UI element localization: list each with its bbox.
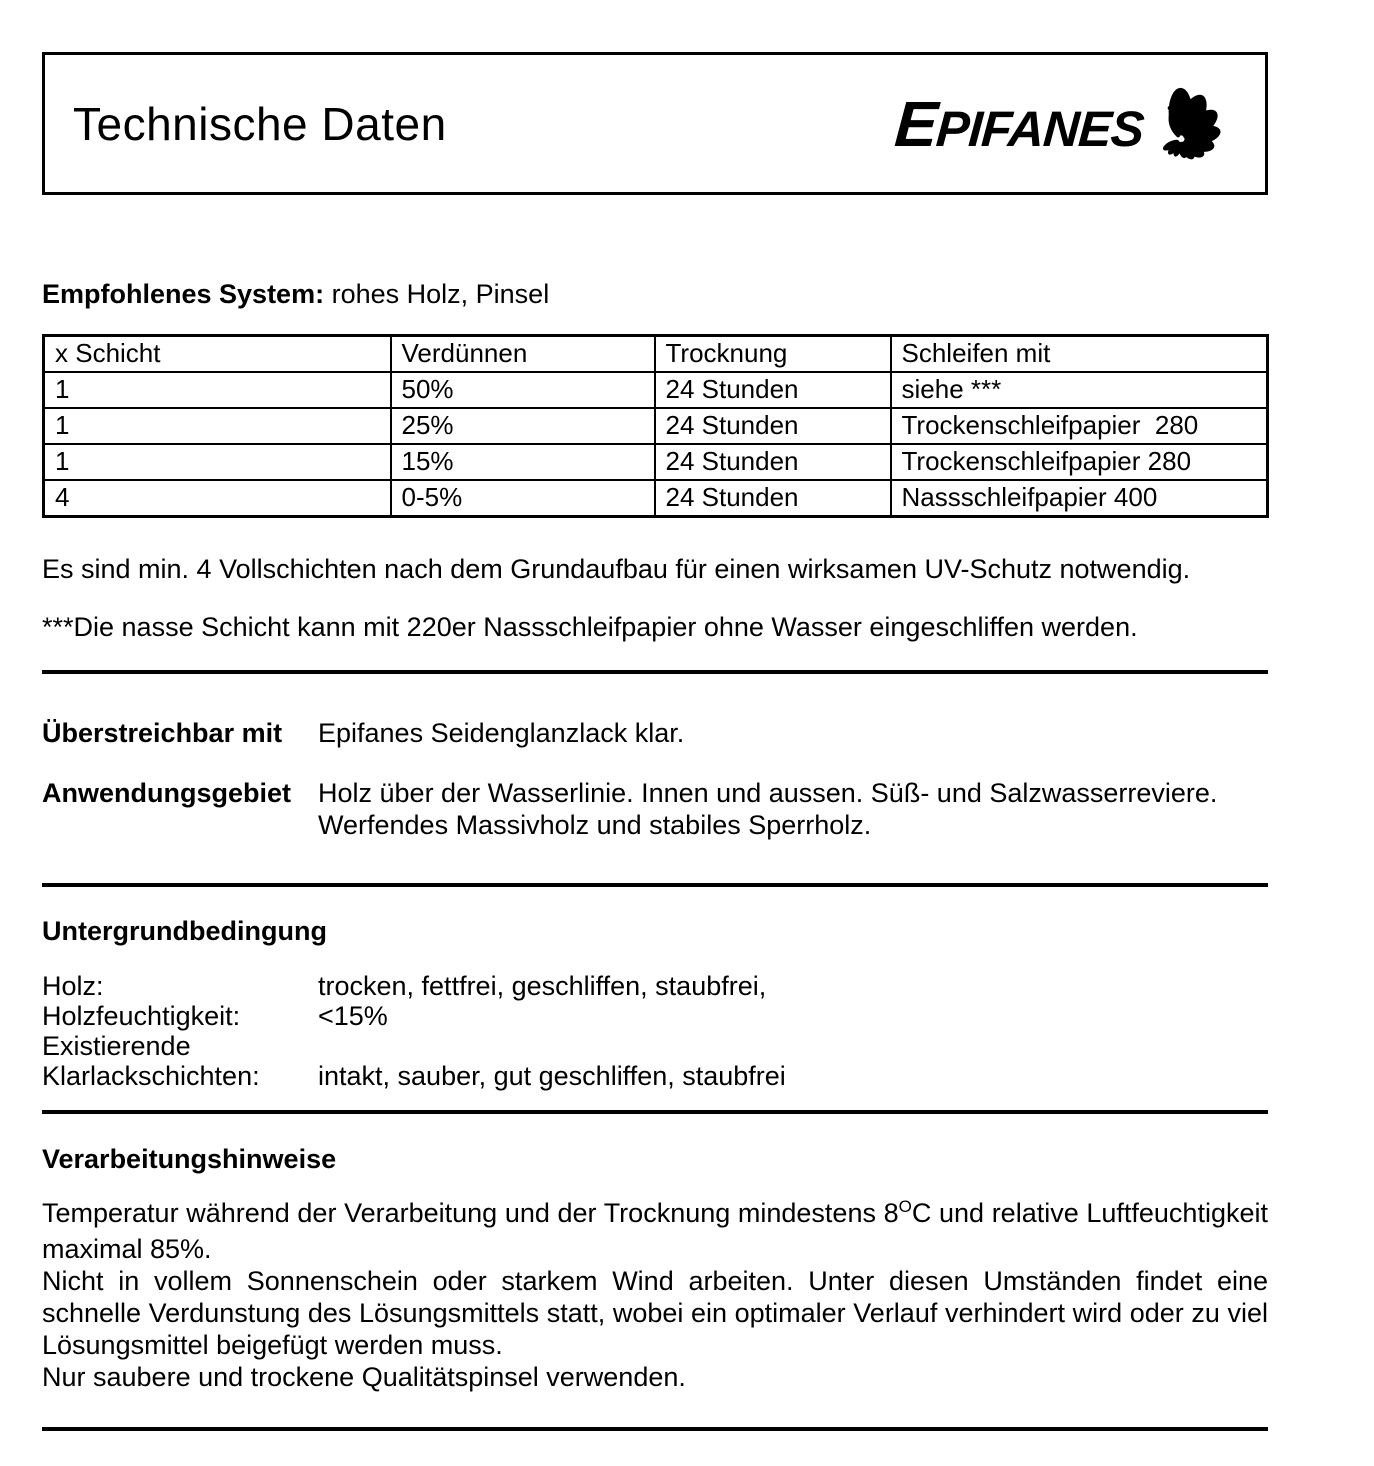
processing-instructions [42, 1197, 1268, 1393]
table-header-cell: Trocknung [655, 336, 891, 373]
table-header-row [44, 336, 1268, 373]
section-divider [42, 1110, 1268, 1114]
substrate-row [42, 971, 1268, 1001]
table-cell: Nassschleifpapier 400 [891, 480, 1268, 517]
table-cell: 1 [44, 444, 391, 480]
table-row [44, 408, 1268, 444]
brand-logo [892, 76, 1247, 171]
substrate-label: Existierende [42, 1031, 191, 1061]
table-cell: 1 [44, 408, 391, 444]
table-cell: 15% [391, 444, 655, 480]
table-cell: 25% [391, 408, 655, 444]
page-title: Technische Daten [73, 97, 447, 150]
substrate-label: Holzfeuchtigkeit: [42, 1001, 241, 1031]
table-row [44, 372, 1268, 408]
substrate-value: intakt, sauber, gut geschliffen, staubfrei [318, 1061, 786, 1091]
degree-superscript: O [898, 1197, 912, 1216]
processing-heading: Verarbeitungshinweise [42, 1144, 337, 1174]
substrate-row [42, 1031, 1268, 1061]
table-cell: Trockenschleifpapier 280 [891, 408, 1268, 444]
processing-paragraph-brushes: Nur saubere und trockene Qualitätspinsel verwenden. [42, 1362, 686, 1392]
table-header-cell: Schleifen mit [891, 336, 1268, 373]
temperature-text-before: Temperatur während der Verarbeitung und der Trocknung mindestens 8 [42, 1198, 899, 1228]
substrate-heading: Untergrundbedingung [42, 916, 327, 946]
recommended-system-label: Empfohlenes System: [42, 279, 325, 309]
application-area-value [318, 777, 1268, 841]
table-cell: 0-5% [391, 480, 655, 517]
brand-wordmark [893, 87, 1147, 161]
section-divider [42, 883, 1268, 887]
table-cell: 24 Stunden [655, 444, 891, 480]
overcoat-value: Epifanes Seidenglanzlack klar. [318, 718, 685, 748]
table-cell: Trockenschleifpapier 280 [891, 444, 1268, 480]
header-box [42, 52, 1268, 195]
recommended-system-value: rohes Holz, Pinsel [331, 279, 550, 309]
coats-table [42, 334, 1269, 518]
section-divider [42, 1427, 1268, 1431]
substrate-value [318, 1031, 1268, 1061]
table-row [44, 480, 1268, 517]
table-row [44, 444, 1268, 480]
section-divider [42, 670, 1268, 674]
brand-wordmark-rest: PIFANES [934, 100, 1146, 157]
page-content [42, 52, 1268, 1431]
table-cell: 50% [391, 372, 655, 408]
table-cell: 4 [44, 480, 391, 517]
overcoat-label: Überstreichbar mit [42, 718, 283, 748]
overcoat-row [42, 717, 1268, 749]
recommended-system-line [42, 279, 1268, 310]
table-header-cell: Verdünnen [391, 336, 655, 373]
note-wet-sanding: ***Die nasse Schicht kann mit 220er Nassschleifpapier ohne Wasser eingeschliffen werden. [42, 612, 1138, 642]
substrate-row [42, 1001, 1268, 1031]
table-header-cell: x Schicht [44, 336, 391, 373]
application-area-label: Anwendungsgebiet [42, 778, 291, 808]
substrate-conditions [42, 971, 1268, 1091]
processing-paragraph-temperature [42, 1197, 1268, 1265]
temperature-text-after: C und relative Luftfeuchtigkeit maximal 85%. [42, 1198, 1268, 1264]
peacock-flower-icon [1152, 76, 1247, 171]
application-area-row [42, 777, 1268, 841]
brand-wordmark-initial: E [892, 87, 940, 160]
table-cell: 1 [44, 372, 391, 408]
table-cell: 24 Stunden [655, 372, 891, 408]
substrate-value: <15% [318, 1001, 388, 1031]
note-uv-protection: Es sind min. 4 Vollschichten nach dem Grundaufbau für einen wirksamen UV-Schutz notwendig. [42, 554, 1191, 584]
processing-paragraph-sunshine-wind: Nicht in vollem Sonnenschein oder starkem Wind arbeiten. Unter diesen Umständen findet eine schnelle Verdunstung des Lösungsmittels statt, wobei ein optimaler Verlauf verhindert wird oder zu viel Lösungsmittel beigefügt werden muss. [42, 1266, 1268, 1360]
substrate-value: trocken, fettfrei, geschliffen, staubfrei, [318, 971, 767, 1001]
substrate-label: Holz: [42, 971, 104, 1001]
application-area-line2: Werfendes Massivholz und stabiles Sperrholz. [318, 810, 872, 840]
substrate-row [42, 1061, 1268, 1091]
substrate-label: Klarlackschichten: [42, 1061, 260, 1091]
table-cell: 24 Stunden [655, 408, 891, 444]
application-area-line1: Holz über der Wasserlinie. Innen und aussen. Süß- und Salzwasserreviere. [318, 778, 1218, 808]
table-cell: 24 Stunden [655, 480, 891, 517]
table-cell: siehe *** [891, 372, 1268, 408]
